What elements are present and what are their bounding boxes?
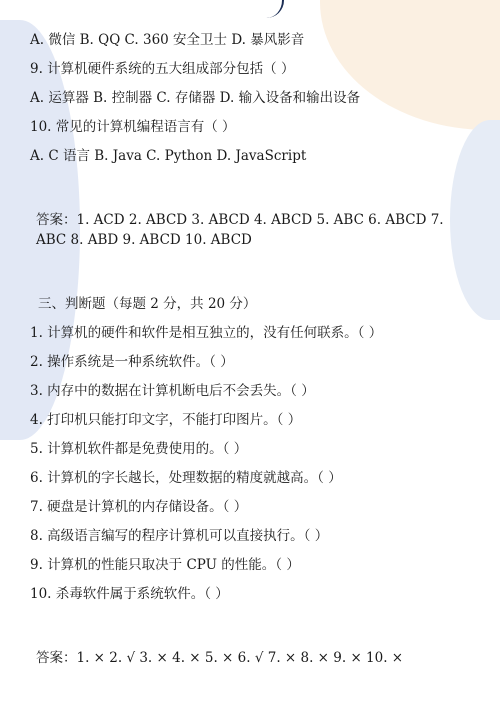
- option-line: A. 微信 B. QQ C. 360 安全卫士 D. 暴风影音: [30, 32, 305, 48]
- judgement-question: 1. 计算机的硬件和软件是相互独立的，没有任何联系。（ ）: [30, 325, 383, 341]
- section-title-judgement: 三、判断题（每题 2 分，共 20 分）: [38, 296, 257, 312]
- multiple-choice-tail: [30, 30, 470, 166]
- judgement-question: 2. 操作系统是一种系统软件。（ ）: [30, 354, 234, 370]
- judgement-question: 8. 高级语言编写的程序计算机可以直接执行。（ ）: [30, 528, 329, 544]
- navy-curve-line: [262, 0, 284, 18]
- judgement-question: 5. 计算机软件都是免费使用的。（ ）: [30, 441, 248, 457]
- question-line: 9. 计算机硬件系统的五大组成部分包括（ ）: [30, 61, 295, 77]
- judgement-question-list: [30, 323, 470, 604]
- answer-key-multiple-choice: 答案：1. ACD 2. ABCD 3. ABCD 4. ABCD 5. ABC 6. ABCD 7. ABC 8. ABD 9. ABCD 10. ABCD: [36, 212, 444, 248]
- document-body: [30, 30, 470, 668]
- judgement-question: 6. 计算机的字长越长，处理数据的精度就越高。（ ）: [30, 470, 342, 486]
- judgement-question: 4. 打印机只能打印文字，不能打印图片。（ ）: [30, 412, 302, 428]
- judgement-question: 3. 内存中的数据在计算机断电后不会丢失。（ ）: [30, 383, 315, 399]
- judgement-question: 9. 计算机的性能只取决于 CPU 的性能。（ ）: [30, 557, 300, 573]
- judgement-question: 10. 杀毒软件属于系统软件。（ ）: [30, 586, 229, 602]
- option-line: A. C 语言 B. Java C. Python D. JavaScript: [30, 148, 307, 164]
- question-line: 10. 常见的计算机编程语言有（ ）: [30, 119, 236, 135]
- answer-key-judgement: 答案：1. × 2. √ 3. × 4. × 5. × 6. √ 7. × 8. × 9. × 10. ×: [36, 650, 404, 666]
- judgement-question: 7. 硬盘是计算机的内存储设备。（ ）: [30, 499, 248, 515]
- option-line: A. 运算器 B. 控制器 C. 存储器 D. 输入设备和输出设备: [30, 90, 361, 106]
